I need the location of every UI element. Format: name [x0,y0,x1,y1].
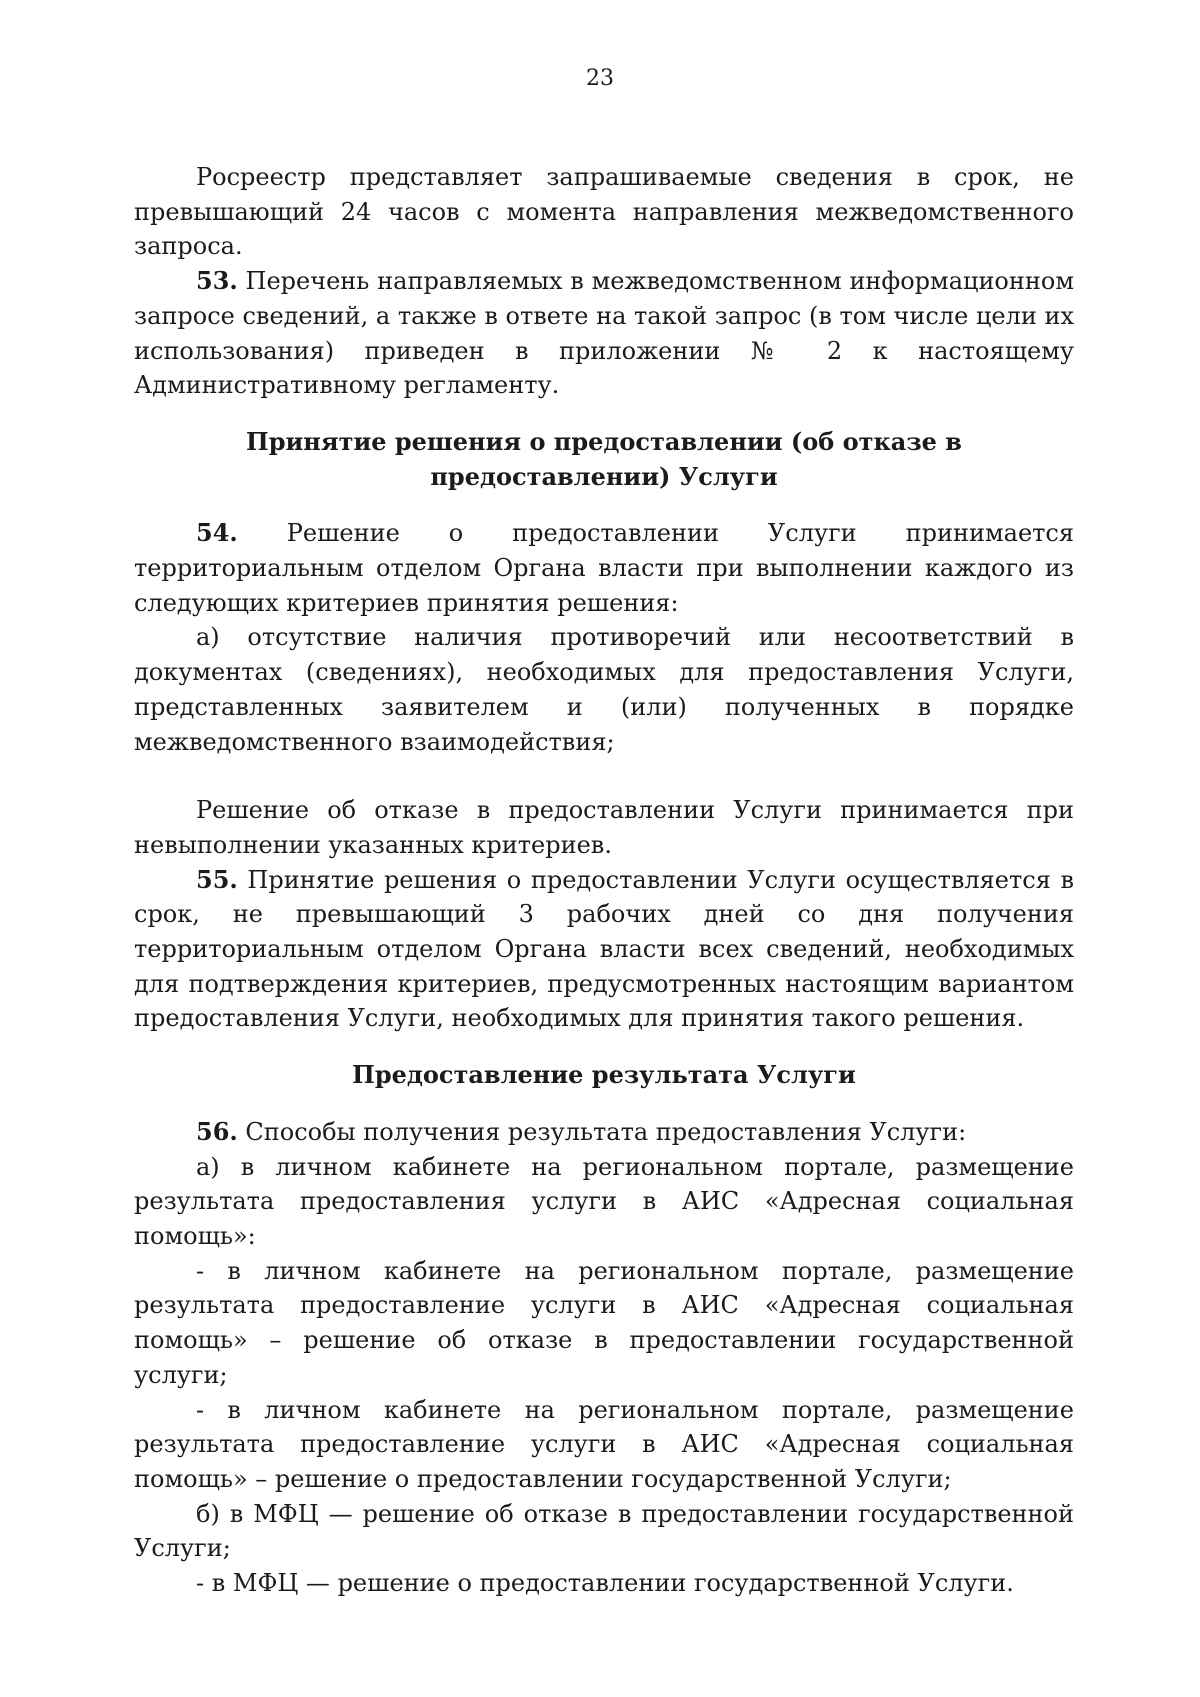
paragraph-55 [134,863,1074,1037]
paragraph-rosreestr: Росреестр представляет запрашиваемые сведения в срок, не превышающий 24 часов с момента направления межведомственного запроса. [134,163,1074,261]
section-heading-result: Предоставление результата Услуги [352,1060,856,1090]
paragraph-refusal: Решение об отказе в предоставлении Услуги принимается при невыполнении указанных критериев. [134,796,1074,859]
paragraph-text: Решение о предоставлении Услуги принимается территориальным отделом Органа власти при выполнении каждого из следующих критериев принятия решения: [134,519,1074,617]
paragraph-56-b: б) в МФЦ — решение об отказе в предоставлении государственной Услуги; [134,1499,1074,1563]
paragraph-56-a-2: - в личном кабинете на региональном портале, размещение результата предоставление услуги в АИС «Адресная социальная помощь» – решение о предоставлении государственной Услуги; [134,1395,1074,1493]
page-number: 23 [586,66,614,91]
clause-number: 54. [196,518,238,548]
paragraph-56 [134,1115,1074,1150]
paragraph-56-a-1: - в личном кабинете на региональном портале, размещение результата предоставление услуги в АИС «Адресная социальная помощь» – решение об отказе в предоставлении государственной услуги; [134,1256,1074,1389]
clause-number: 55. [196,864,238,894]
clause-number: 53. [196,266,238,296]
paragraph-54 [134,516,1074,620]
clause-number: 56. [196,1116,238,1146]
paragraph-53 [134,264,1074,403]
paragraph-text: Перечень направляемых в межведомственном информационном запросе сведений, а также в ответе на такой запрос (в том числе цели их использования) приведен в приложении № 2 к настоящему Административному регламенту. [134,267,1074,400]
paragraph-54-a: а) отсутствие наличия противоречий или несоответствий в документах (сведениях), необходимых для предоставления Услуги, представленных заявителем и (или) полученных в порядке межведомственного взаимодействия; [134,623,1074,756]
paragraph-56-b-1: - в МФЦ — решение о предоставлении государственной Услуги. [196,1569,1014,1598]
document-body [134,160,1074,1601]
paragraph-text: Принятие решения о предоставлении Услуги осуществляется в срок, не превышающий 3 рабочих дней со дня получения территориальным отделом Органа власти всех сведений, необходимых для подтверждения критериев, предусмотренных настоящим вариантом предоставления Услуги, необходимых для принятия такого решения. [134,865,1074,1033]
paragraph-56-a: а) в личном кабинете на региональном портале, размещение результата предоставления услуги в АИС «Адресная социальная помощь»: [134,1152,1074,1250]
section-heading-decision: Принятие решения о предоставлении (об отказе в предоставлении) Услуги [246,426,962,491]
paragraph-text: Способы получения результата предоставления Услуги: [237,1117,967,1146]
